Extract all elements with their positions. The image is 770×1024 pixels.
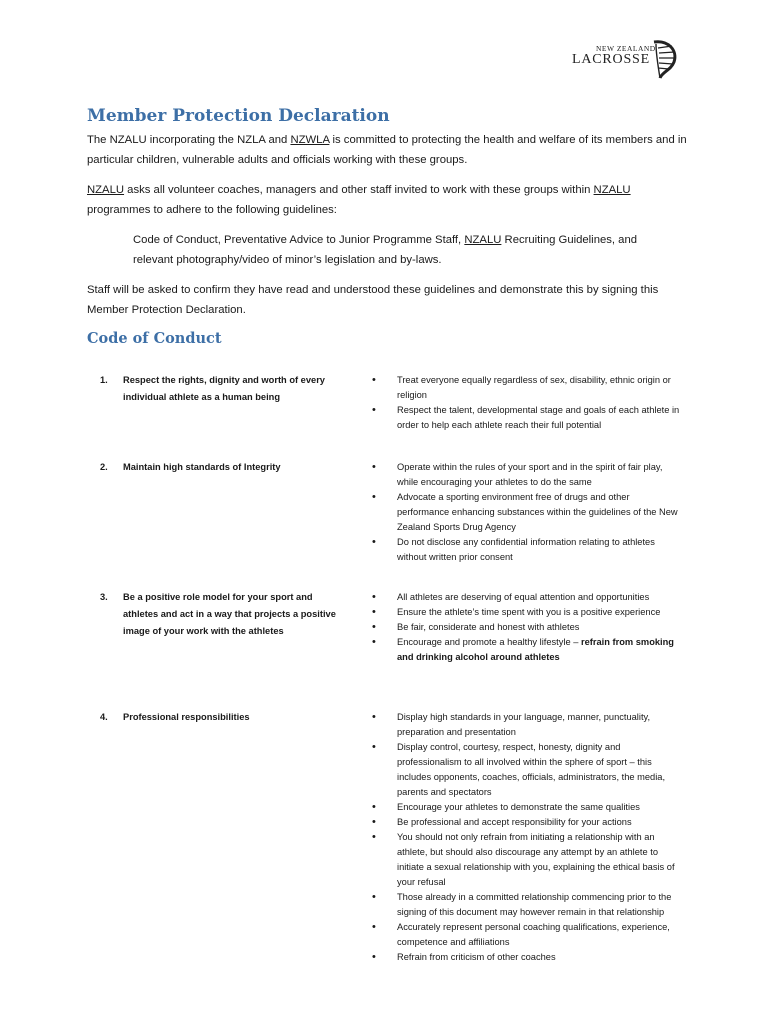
item-bullets — [372, 710, 682, 965]
bullet-item: • Respect the talent, developmental stage and goals of each athlete in order to help each athlete reach their full potential — [372, 403, 682, 433]
bullet-item: • Accurately represent personal coaching qualifications, experience, competence and affiliations — [372, 920, 682, 950]
bullet-item: • Refrain from criticism of other coaches — [372, 950, 682, 965]
item-number: 3. — [100, 592, 108, 602]
item-bullets — [372, 460, 682, 565]
bullet-item: • Be fair, considerate and honest with athletes — [372, 620, 682, 635]
intro-paragraph-2: NZALU asks all volunteer coaches, managers and other staff invited to work with these groups within NZALU programmes to adhere to the following guidelines: — [87, 184, 631, 216]
bullet-item: • Advocate a sporting environment free of drugs and other performance enhancing substances within the guidelines of the New Zealand Sports Drug Agency — [372, 490, 682, 535]
item-number: 2. — [100, 462, 108, 472]
bullet-item: • Display high standards in your language, manner, punctuality, preparation and presentation — [372, 710, 682, 740]
nz-lacrosse-logo — [568, 38, 688, 84]
intro-paragraph-4: Staff will be asked to confirm they have read and understood these guidelines and demonstrate this by signing this Member Protection Declaration. — [87, 284, 659, 316]
item-bullets — [372, 373, 682, 433]
bullet-item: • Operate within the rules of your sport and in the spirit of fair play, while encouraging your athletes to do the same — [372, 460, 682, 490]
section-title: Code of Conduct — [87, 330, 222, 347]
bullet-item: • Display control, courtesy, respect, honesty, dignity and professionalism to all involved within the sphere of sport – this includes opponents, coaches, officials, administrators, the media, parents and spectators — [372, 740, 682, 800]
item-number: 4. — [100, 712, 108, 722]
bullet-item: • Encourage your athletes to demonstrate the same qualities — [372, 800, 682, 815]
logo-line-2: LACROSSE — [572, 52, 650, 67]
bullet-item: • Ensure the athlete’s time spent with you is a positive experience — [372, 605, 682, 620]
item-number: 1. — [100, 375, 108, 385]
item-heading: Professional responsibilities — [123, 712, 250, 722]
lacrosse-emblem-icon — [650, 38, 680, 84]
intro-paragraph-1: The NZALU incorporating the NZLA and NZWLA is committed to protecting the health and welfare of its members and in particular children, vulnerable adults and officials working with these groups. — [87, 134, 687, 166]
bullet-item: • Treat everyone equally regardless of sex, disability, ethnic origin or religion — [372, 373, 682, 403]
bullet-item: • Do not disclose any confidential information relating to athletes without written prior consent — [372, 535, 682, 565]
page-title: Member Protection Declaration — [87, 106, 390, 126]
bullet-item: • You should not only refrain from initiating a relationship with an athlete, but should also discourage any attempt by an athlete to initiate a sexual relationship with you, explaining the ethical basis of your refusal — [372, 830, 682, 890]
logo-line-1: NEW ZEALAND — [596, 44, 656, 53]
bullet-item: • Those already in a committed relationship commencing prior to the signing of this document may however remain in that relationship — [372, 890, 682, 920]
item-heading: Maintain high standards of Integrity — [123, 462, 281, 472]
bullet-item: • All athletes are deserving of equal attention and opportunities — [372, 590, 682, 605]
item-heading: Respect the rights, dignity and worth of every individual athlete as a human being — [123, 375, 325, 402]
bullet-item: • Encourage and promote a healthy lifestyle – refrain from smoking and drinking alcohol around athletes — [372, 635, 682, 665]
item-bullets — [372, 590, 682, 665]
bullet-item: • Be professional and accept responsibility for your actions — [372, 815, 682, 830]
item-heading: Be a positive role model for your sport and athletes and act in a way that projects a positive image of your work with the athletes — [123, 592, 336, 636]
intro-paragraph-3: Code of Conduct, Preventative Advice to Junior Programme Staff, NZALU Recruiting Guidelines, and relevant photography/video of minor’s legislation and by-laws. — [133, 234, 638, 266]
